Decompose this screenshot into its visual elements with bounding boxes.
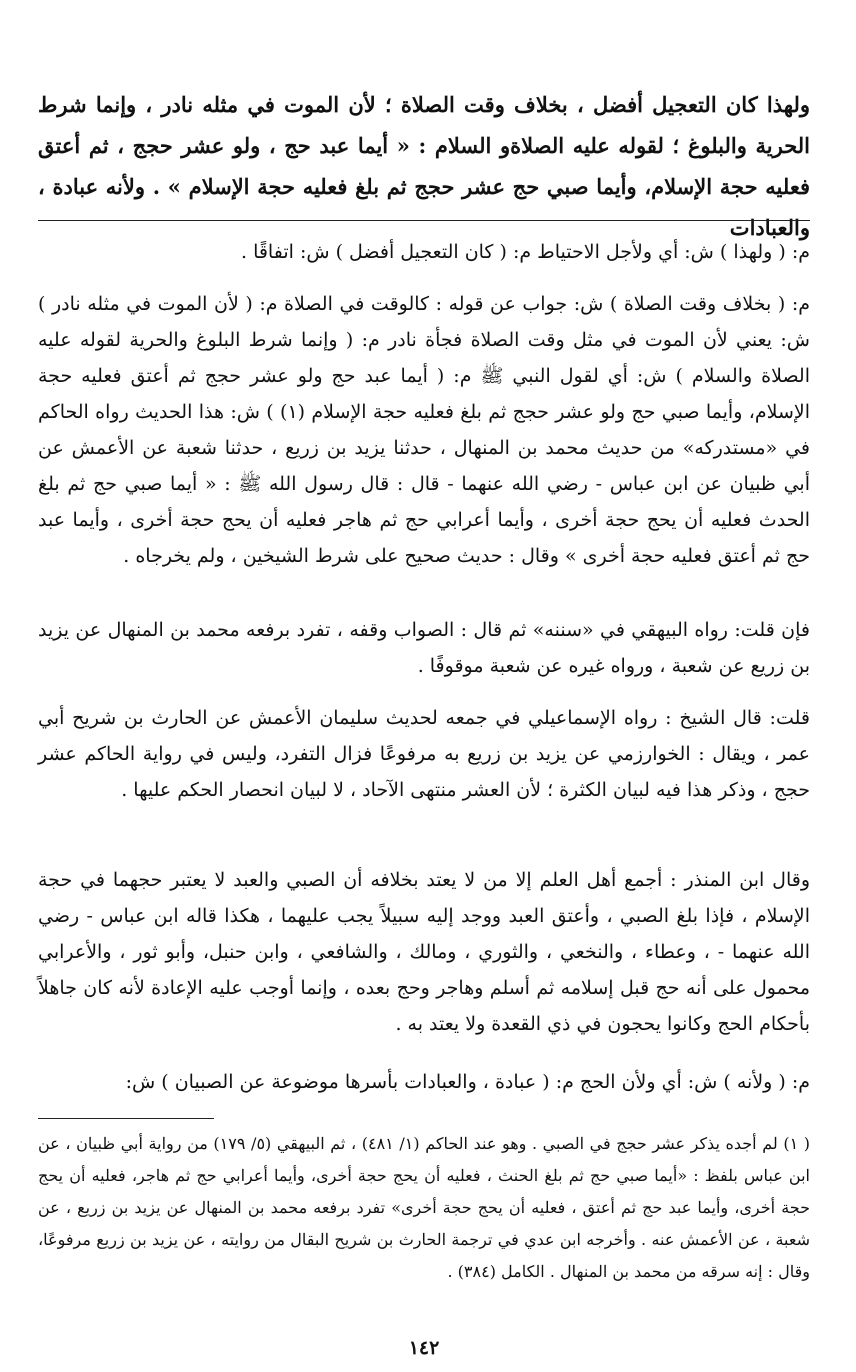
matn-paragraph: ولهذا كان التعجيل أفضل ، بخلاف وقت الصلاة ؛ لأن الموت في مثله نادر ، وإنما شرط الحرية والبلوغ ؛ لقوله عليه الصلاةو السلام : « أيما عبد حج ، ولو عشر حجج ، ثم أعتق فعليه حجة الإسلام، وأيما صبي حج عشر حجج ثم بلغ فعليه حجة الإسلام » . ولأنه عبادة ، والعبادات <box>38 92 810 240</box>
sharh-paragraph-5 <box>38 862 810 1042</box>
sharh-paragraph-1 <box>38 234 810 270</box>
sharh-paragraph-3 <box>38 612 810 684</box>
sharh-text: قلت: قال الشيخ : رواه الإسماعيلي في جمعه لحديث سليمان الأعمش عن الحارث بن شريح أبي عمر ، ويقال : الخوارزمي عن يزيد بن زريع به مرفوعًا فزال التفرد، وليس في رواية الحاكم عشر حجج ، وذكر هذا فيه لبيان الكثرة ؛ لأن العشر منتهى الآحاد ، لا لبيان انحصار الحكم عليها . <box>38 707 810 801</box>
sharh-text: م: ( ولهذا ) ش: أي ولأجل الاحتياط م: ( كان التعجيل أفضل ) ش: اتفاقًا . <box>240 241 810 263</box>
footnote-divider <box>38 1118 214 1119</box>
footnote-text: ( ١) لم أجده يذكر عشر حجج في الصبي . وهو عند الحاكم (١/ ٤٨١) ، ثم البيهقي (٥/ ١٧٩) من رواية أبي ظبيان ، عن ابن عباس بلفظ : «أيما صبي حج ثم بلغ الحنث ، فعليه أن يحج حجة أخرى، وأيما أعرابي حج ثم هاجر، فعليه أن يحج حجة أخرى، وأيما عبد حج ثم أعتق ، فعليه أن يحج حجة أخرى» تفرد برفعه محمد بن المنهال عن يزيد بن زريع ، عن شعبة ، عن الأعمش عنه . وأخرجه ابن عدي في ترجمة الحارث بن شريح البقال من روايته ، عن يزيد بن زريع مرفوعًا، وقال : إنه سرقه من محمد بن المنهال . الكامل (٣٨٤) . <box>38 1134 811 1281</box>
sharh-text: فإن قلت: رواه البيهقي في «سننه» ثم قال : الصواب وقفه ، تفرد برفعه محمد بن المنهال عن يزيد بن زريع عن شعبة ، ورواه غيره عن شعبة موقوفًا . <box>38 619 810 677</box>
book-page <box>38 0 810 1372</box>
matn-text-block <box>38 84 810 248</box>
sharh-text: م: ( ولأنه ) ش: أي ولأن الحج م: ( عبادة ، والعبادات بأسرها موضوعة عن الصبيان ) ش: <box>125 1071 810 1093</box>
sharh-paragraph-6 <box>38 1064 810 1100</box>
sharh-text: م: ( بخلاف وقت الصلاة ) ش: جواب عن قوله : كالوقت في الصلاة م: ( لأن الموت في مثله نادر ) ش: يعني لأن الموت في مثل وقت الصلاة فجأة نادر م: ( وإنما شرط البلوغ والحرية لقوله عليه الصلاة والسلام ) ش: أي لقول النبي ﷺ م: ( أيما عبد حج ولو عشر حجج ثم أعتق فعليه حجة الإسلام، وأيما صبي حج ولو عشر حجج ثم بلغ فعليه حجة الإسلام (١) ) ش: هذا الحديث رواه الحاكم في «مستدركه» من حديث محمد بن المنهال ، حدثنا يزيد بن زريع ، حدثنا شعبة عن الأعمش عن أبي ظبيان عن ابن عباس - رضي الله عنهما - قال : قال رسول الله ﷺ : « أيما صبي حج ثم بلغ الحدث فعليه أن يحج حجة أخرى ، وأيما أعرابي حج ثم هاجر فعليه أن يحج حجة أخرى ، وأيما عبد حج ثم أعتق فعليه حجة أخرى » وقال : حديث صحيح على شرط الشيخين ، ولم يخرجاه . <box>38 293 810 567</box>
sharh-paragraph-4 <box>38 700 810 808</box>
sharh-paragraph-2 <box>38 286 810 574</box>
page-number: ١٤٢ <box>408 1337 440 1359</box>
sharh-text: وقال ابن المنذر : أجمع أهل العلم إلا من لا يعتد بخلافه أن الصبي والعبد لا يعتبر حجهما في حجة الإسلام ، فإذا بلغ الصبي ، وأعتق العبد ووجد إليه سبيلاً يجب عليهما ، هكذا قاله ابن عباس - رضي الله عنهما - ، وعطاء ، والنخعي ، والثوري ، ومالك ، والشافعي ، وابن حنبل، وأبو ثور ، والأعرابي محمول على أنه حج قبل إسلامه ثم أسلم وهاجر وحج بعده ، وإنما أوجب عليه الإعادة لأنه كان جاهلاً بأحكام الحج وكانوا يحجون في ذي القعدة ولا يعتد به . <box>38 869 810 1035</box>
footnote-block <box>38 1128 810 1288</box>
matn-divider <box>38 220 810 221</box>
